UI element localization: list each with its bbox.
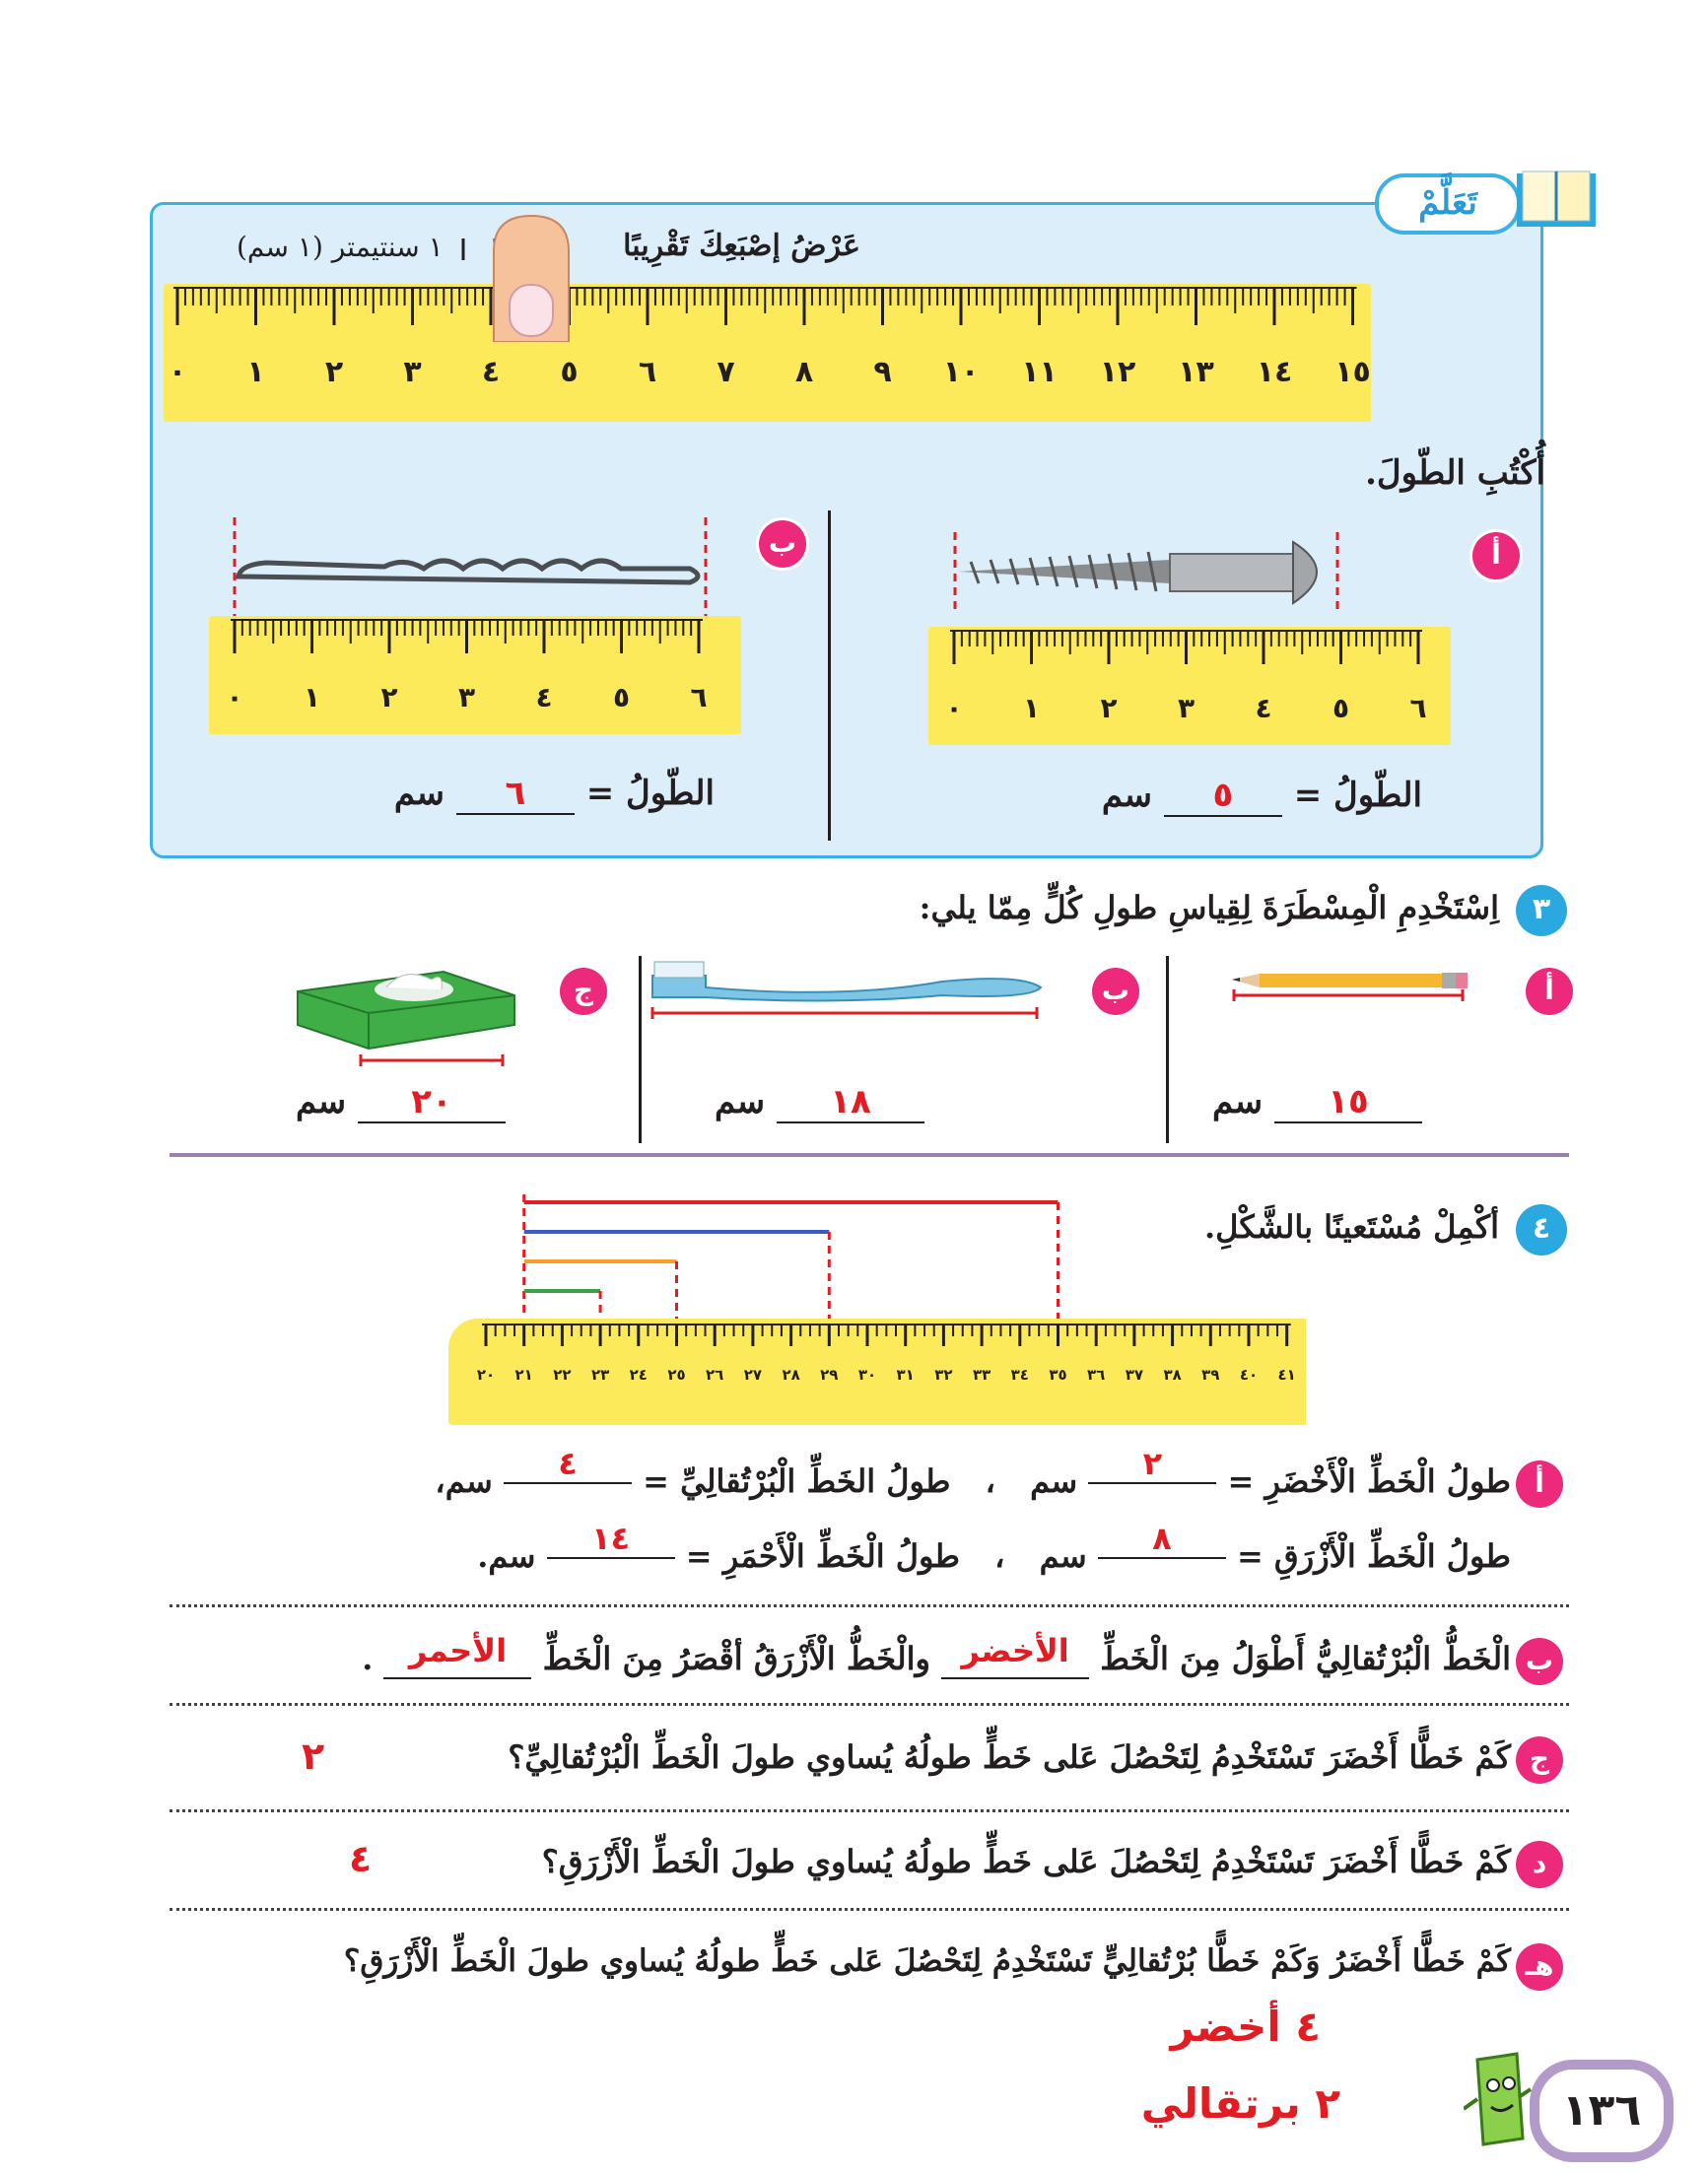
q3-a-blank[interactable] <box>1274 1082 1422 1123</box>
ruler-number: ٣٩ <box>1201 1366 1220 1384</box>
ruler-number: ٢٥ <box>667 1366 686 1384</box>
ruler-number: ١٥ <box>1334 355 1371 389</box>
learn-tab-label: تَعَلَّمْ <box>1375 173 1521 235</box>
q4-a-label: أ <box>1516 1460 1563 1508</box>
q4-a-row2 <box>477 1520 1511 1577</box>
q3-number: ٣ <box>1516 885 1567 936</box>
ruler-number: ٦ <box>690 681 708 713</box>
dotted-divider-1 <box>170 1604 1569 1607</box>
ruler-b-ticks <box>209 616 741 734</box>
ruler-number: ٢ <box>380 681 398 713</box>
unit-label: سم <box>1212 1082 1264 1121</box>
ruler-number: ١ <box>303 681 321 713</box>
ruler-number: ٢٦ <box>706 1366 724 1384</box>
ruler-number: ٢ <box>324 355 344 389</box>
unit-label: سم <box>393 774 445 813</box>
q4-text: أكْمِلْ مُسْتَعينًا بالشَّكْلِ. <box>1204 1208 1499 1246</box>
q3-b-answer: ١٨ <box>830 1082 871 1121</box>
q3-a-answer: ١٥ <box>1328 1082 1369 1121</box>
book-icon <box>1513 168 1600 233</box>
q4-lines-figure <box>434 1183 1321 1321</box>
q4-ruler <box>448 1319 1306 1425</box>
q4-b-answer1: الأخضر <box>961 1632 1069 1669</box>
mascot-icon <box>1464 2050 1533 2158</box>
ruler-number: ٠ <box>945 692 963 724</box>
ruler-number: ٣ <box>457 681 476 713</box>
ruler-number: ٥ <box>612 681 631 713</box>
q4-c-answer[interactable]: ٢ <box>302 1734 325 1778</box>
q3-c-answer-row <box>296 1082 506 1123</box>
learn-a-blank[interactable] <box>1164 776 1282 817</box>
ruler-number: ٣٨ <box>1163 1366 1182 1384</box>
pencil-image <box>1230 966 1471 1001</box>
green-blank[interactable] <box>1088 1445 1216 1484</box>
comma: ، <box>985 1462 995 1500</box>
q4-d-text: كَمْ خَطًّا أَخْضَرَ تَسْتَخْدِمُ لِتَحْصُلَ عَلى خَطٍّ طولُهُ يُساوي طولَ الْخَطِّ الْأَزْرَقِ؟ <box>541 1843 1511 1880</box>
ruler-number: ٣٤ <box>1010 1366 1029 1384</box>
ruler-number: ٣٣ <box>972 1366 991 1384</box>
ruler-number: ٢ <box>1100 692 1118 724</box>
q4-c-label: ج <box>1516 1736 1563 1784</box>
learn-b-answer: ٦ <box>505 774 526 813</box>
q3-c-label: ج <box>560 968 607 1015</box>
ruler-number: ٢٩ <box>820 1366 839 1384</box>
green-length-text: طولُ الْخَطِّ الْأَخْضَرِ = <box>1227 1462 1511 1500</box>
blue-blank[interactable] <box>1098 1520 1226 1559</box>
learn-divider <box>828 510 831 841</box>
red-answer: ١٤ <box>591 1520 631 1557</box>
ruler-number: ١ <box>1022 692 1041 724</box>
learn-instruction: أُكْتُبِ الطّولَ. <box>1365 453 1545 493</box>
ruler-number: ٣٧ <box>1125 1366 1144 1384</box>
ruler-number: ١٢ <box>1099 355 1136 389</box>
unit-label: سم <box>296 1082 347 1121</box>
screw-image <box>951 532 1345 613</box>
dotted-divider-3 <box>170 1809 1569 1812</box>
ruler-number: ٤ <box>535 681 553 713</box>
ruler-number: ٣٥ <box>1049 1366 1067 1384</box>
cm-caption: ١ سنتيمتر (١ سم) <box>237 231 444 263</box>
q4-e-answer2[interactable]: ٢ برتقالي <box>1140 2079 1340 2128</box>
unit-label: سم <box>1101 776 1153 815</box>
q4-a-row1 <box>435 1445 1511 1502</box>
q4-b-end: . <box>362 1640 374 1677</box>
bobby-pin-image <box>227 517 716 616</box>
ruler-number: ٢٧ <box>743 1366 763 1384</box>
ruler-number: ٢٢ <box>553 1366 572 1384</box>
orange-answer: ٤ <box>558 1445 578 1482</box>
q4-c-text: كَمْ خَطًّا أَخْضَرَ تَسْتَخْدِمُ لِتَحْصُلَ عَلى خَطٍّ طولُهُ يُساوي طولَ الْخَطِّ الْبُرْتُقالِيِّ؟ <box>508 1738 1511 1776</box>
q3-text: اِسْتَخْدِمِ الْمِسْطَرَةَ لِقِياسِ طولِ كُلٍّ مِمّا يلي: <box>919 889 1499 926</box>
ruler-number: ٤١ <box>1277 1366 1296 1384</box>
ruler-number: ٤٠ <box>1239 1366 1259 1384</box>
finger-caption: عَرْضُ إصْبَعِكَ تَقْرِيبًا <box>623 229 860 263</box>
unit-label: سم <box>1030 1462 1078 1500</box>
q3-divider-2 <box>639 956 642 1143</box>
tissue-box-image <box>296 962 517 1070</box>
blue-answer: ٨ <box>1152 1520 1172 1557</box>
toothbrush-image <box>647 960 1046 1019</box>
q3-a-label: أ <box>1526 968 1573 1015</box>
section-divider <box>170 1153 1569 1157</box>
ruler-number: ٢٣ <box>590 1366 610 1384</box>
comma: ، <box>994 1537 1005 1575</box>
unit-label: سم <box>1039 1537 1087 1575</box>
ruler-a-ticks <box>928 627 1451 745</box>
learn-b-blank[interactable] <box>456 774 575 815</box>
q4-d-label: د <box>1516 1841 1563 1888</box>
red-length-text: طولُ الْخَطِّ الْأَحْمَرِ = <box>685 1537 960 1575</box>
dotted-divider-4 <box>170 1908 1569 1911</box>
ruler-number: ٦ <box>1409 692 1427 724</box>
q4-e-label: هـ <box>1516 1943 1563 1991</box>
q4-b-part2: والْخَطُّ الْأَزْرَقُ أقْصَرُ مِنَ الْخَطِّ <box>542 1640 930 1677</box>
learn-b-length <box>394 774 715 815</box>
learn-b-label: ب <box>759 520 806 568</box>
q4-d-answer[interactable]: ٤ <box>349 1837 373 1880</box>
q4-b-part1: الْخَطُّ الْبُرْتُقالِيُّ أَطْوَلُ مِنَ الْخَطِّ <box>1100 1640 1511 1677</box>
ruler-number: ١ <box>246 355 265 389</box>
q4-number: ٤ <box>1516 1204 1567 1256</box>
ruler-number: ٦ <box>638 355 657 389</box>
ruler-number: ٣ <box>1177 692 1196 724</box>
learn-a-answer: ٥ <box>1212 776 1234 815</box>
q3-a-answer-row <box>1212 1082 1422 1123</box>
learn-a-label: أ <box>1472 532 1520 579</box>
ruler-number: ٠ <box>168 355 187 389</box>
q3-b-label: ب <box>1092 968 1139 1015</box>
q3-c-answer: ٢٠ <box>411 1082 452 1121</box>
ruler-a <box>928 627 1451 745</box>
ruler-number: ٨ <box>794 355 814 389</box>
ruler-number: ٢٤ <box>629 1366 648 1384</box>
ruler-number: ١٠ <box>942 355 980 389</box>
ruler-number: ٥ <box>560 355 579 389</box>
orange-length-text: طولُ الخَطِّ الْبُرْتُقالِيِّ = <box>643 1462 951 1500</box>
green-answer: ٢ <box>1142 1445 1163 1482</box>
page-number: ١٣٦ <box>1530 2060 1674 2162</box>
ruler-number: ٧ <box>717 355 735 389</box>
ruler-b <box>209 616 741 734</box>
unit-label: سم <box>715 1082 766 1121</box>
q4-b-label: ب <box>1516 1638 1563 1685</box>
ruler-number: ٣٦ <box>1087 1366 1106 1384</box>
ruler-number: ٤ <box>481 355 501 389</box>
dotted-divider-2 <box>170 1703 1569 1706</box>
q3-divider-1 <box>1166 956 1169 1143</box>
finger-icon <box>488 212 575 342</box>
learn-a-length <box>1102 776 1422 817</box>
ruler-number: ٥ <box>1332 692 1350 724</box>
q3-c-blank[interactable] <box>358 1082 506 1123</box>
orange-blank[interactable] <box>504 1445 632 1484</box>
blue-length-text: طولُ الْخَطِّ الْأَزْرَقِ = <box>1236 1537 1511 1575</box>
ruler-number: ٣٠ <box>857 1366 877 1384</box>
ruler-number: ١١ <box>1021 355 1058 389</box>
red-blank[interactable] <box>547 1520 675 1559</box>
ruler-number: ٢٠ <box>476 1366 496 1384</box>
ruler-number: ٠ <box>226 681 243 713</box>
length-label: الطّولُ = <box>585 774 715 813</box>
ruler-number: ٣١ <box>896 1366 915 1384</box>
q4-b-blank2[interactable] <box>383 1632 531 1679</box>
ruler-number: ١٤ <box>1256 355 1293 389</box>
q3-b-answer-row <box>715 1082 924 1123</box>
q4-e-text: كَمْ خَطًّا أَخْضَرُ وَكَمْ خَطًّا بُرْتُقالِيٍّ تَسْتَخْدِمُ لِتَحْصُلَ عَلى خَطٍّ طولُهُ يُساوي طولَ الْخَطِّ الْأَزْرَقِ؟ <box>343 1943 1511 1979</box>
big-ruler-ticks <box>164 284 1371 422</box>
q3-b-blank[interactable] <box>777 1082 924 1123</box>
q4-e-answer1[interactable]: ٤ أخضر <box>1170 2003 1321 2051</box>
q4-b-answer2: الأحمر <box>408 1632 508 1669</box>
ruler-number: ١٣ <box>1178 355 1214 389</box>
learn-tab <box>1375 168 1602 233</box>
ruler-number: ٤ <box>1255 692 1272 724</box>
ruler-number: ٢٨ <box>782 1366 800 1384</box>
unit-label: سم. <box>477 1537 536 1575</box>
q4-b-blank1[interactable] <box>941 1632 1089 1679</box>
big-ruler <box>164 284 1371 422</box>
ruler-number: ٢١ <box>514 1366 533 1384</box>
length-label: الطّولُ = <box>1293 776 1422 815</box>
ruler-number: ٩ <box>873 355 892 389</box>
unit-label: سم، <box>435 1462 493 1500</box>
ruler-number: ٣٢ <box>934 1366 953 1384</box>
ruler-number: ٣ <box>403 355 422 389</box>
q4-b-row <box>362 1632 1511 1679</box>
